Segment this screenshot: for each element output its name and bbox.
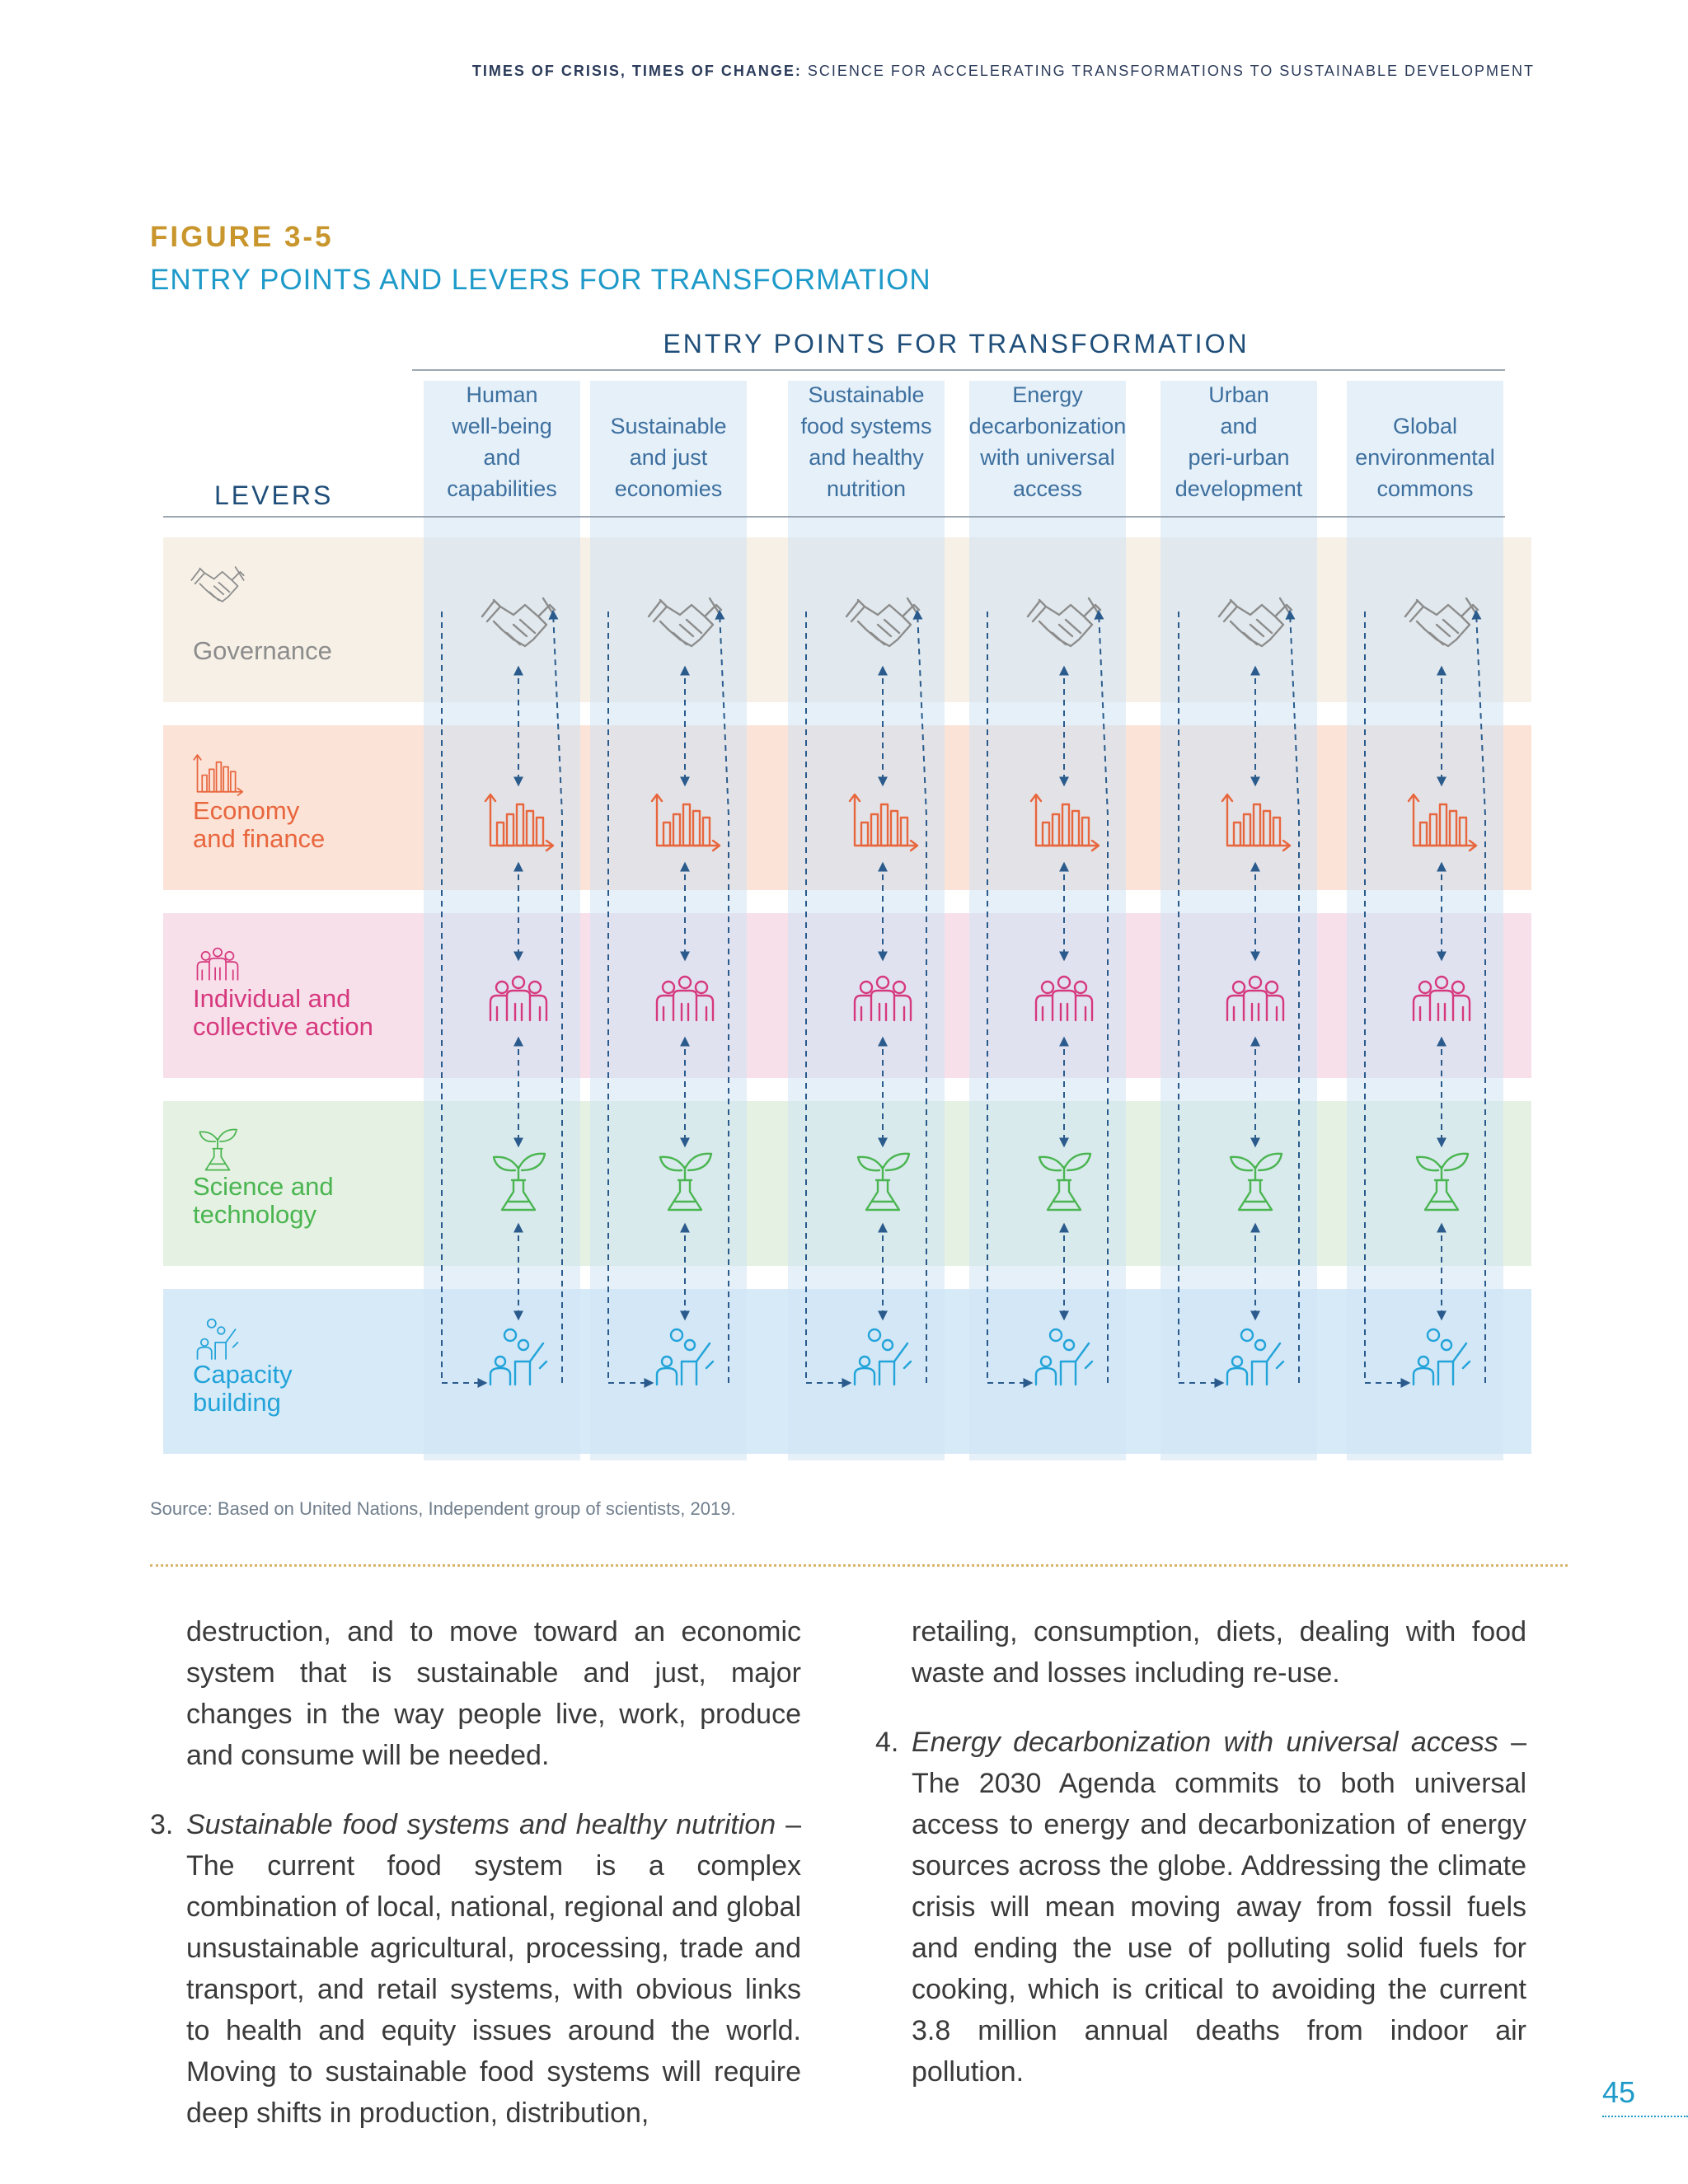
entry-point-label-0-3: capabilities (447, 476, 557, 501)
entry-point-label-1-1: and just (629, 445, 708, 470)
dotted-divider (150, 1564, 1568, 1567)
lever-label-1-1: and finance (193, 824, 326, 853)
entry-point-label-3-1: decarbonization (968, 414, 1127, 438)
running-header-bold: TIMES OF CRISIS, TIMES OF CHANGE: (471, 63, 802, 79)
list-item-4-title: Energy decarbonization with universal access (912, 1727, 1498, 1758)
figure-source: Source: Based on United Nations, Independent group of scientists, 2019. (150, 1498, 736, 1519)
paragraph-continued-right: retailing, consumption, diets, dealing with food waste and losses including re-use. (912, 1616, 1526, 1689)
running-header-rest: SCIENCE FOR ACCELERATING TRANSFORMATIONS TO SUSTAINABLE DEVELOPMENT (807, 63, 1535, 79)
entry-point-label-4-3: development (1175, 476, 1303, 501)
levers-heading: LEVERS (214, 480, 334, 510)
entry-column-3 (969, 381, 1126, 1460)
entry-point-label-5-1: environmental (1355, 445, 1495, 470)
page-number: 45 (1602, 2075, 1636, 2109)
list-number-4: 4. (875, 1727, 899, 1758)
entry-point-label-0-1: well-being (452, 414, 552, 438)
entry-point-label-3-2: with universal (980, 445, 1115, 470)
entry-point-label-3-3: access (1012, 476, 1083, 501)
lever-label-4-1: building (193, 1388, 281, 1417)
entry-point-label-1-0: Sustainable (610, 414, 727, 438)
entry-point-label-4-0: Urban (1208, 382, 1269, 407)
entry-point-label-4-2: peri-urban (1188, 445, 1290, 470)
lever-label-0-0: Governance (193, 636, 332, 665)
text-column-left (150, 1611, 801, 2162)
lever-label-3-0: Science and (193, 1172, 334, 1201)
list-number-3: 3. (150, 1809, 174, 1840)
paragraph-continued: destruction, and to move toward an economic system that is sustainable and just, major changes in the way people live, work, produce and consume will be needed. (186, 1616, 801, 1771)
entry-point-label-2-0: Sustainable (808, 382, 925, 407)
entry-point-label-5-0: Global (1392, 414, 1458, 438)
lever-label-1-0: Economy (193, 796, 300, 825)
entry-point-label-1-2: economies (614, 476, 723, 501)
entry-point-label-0-2: and (483, 445, 521, 470)
entry-points-heading: ENTRY POINTS FOR TRANSFORMATION (663, 329, 1250, 359)
list-item-3-text: – The current food system is a complex combination of local, national, regional and global unsustainable agricultural, processing, trade and transport, and retail systems, with obvious links to health and equity issues around the world. Moving to sustainable food systems will require deep shifts in production, distribution, (186, 1809, 801, 2129)
list-item-3 (150, 1804, 801, 2134)
entry-point-label-0-0: Human (466, 382, 538, 407)
entry-column-2 (788, 381, 945, 1460)
entry-point-label-4-1: and (1220, 414, 1258, 438)
entry-column-1 (590, 381, 747, 1460)
lever-label-4-0: Capacity (193, 1360, 293, 1389)
entry-point-label-2-3: nutrition (826, 476, 907, 501)
entry-column-0 (424, 381, 580, 1460)
lever-label-2-1: collective action (193, 1012, 373, 1041)
figure-title: ENTRY POINTS AND LEVERS FOR TRANSFORMATION (150, 264, 931, 296)
list-item-4-text: – The 2030 Agenda commits to both universal access to energy and decarbonization of energy sources across the globe. Addressing the climate crisis will mean moving away from fossil fuels and ending the use of polluting solid fuels for cooking, which is critical to avoiding the current 3.8 million annual deaths from indoor air pollution. (912, 1727, 1527, 2088)
list-item-4 (875, 1722, 1526, 2093)
entry-point-label-5-2: commons (1376, 476, 1474, 501)
page-number-dots (1602, 2116, 1688, 2117)
entry-point-label-3-0: Energy (1012, 382, 1083, 407)
figure-label: FIGURE 3-5 (150, 221, 334, 253)
entry-column-4 (1160, 381, 1317, 1460)
entry-point-label-2-1: food systems (800, 414, 932, 438)
list-item-3-title: Sustainable food systems and healthy nutrition (186, 1809, 776, 1840)
entry-point-label-2-2: and healthy (809, 445, 924, 470)
lever-label-3-1: technology (193, 1200, 316, 1229)
lever-label-2-0: Individual and (193, 984, 351, 1013)
text-column-right (875, 1611, 1526, 2121)
entry-column-5 (1347, 381, 1503, 1460)
